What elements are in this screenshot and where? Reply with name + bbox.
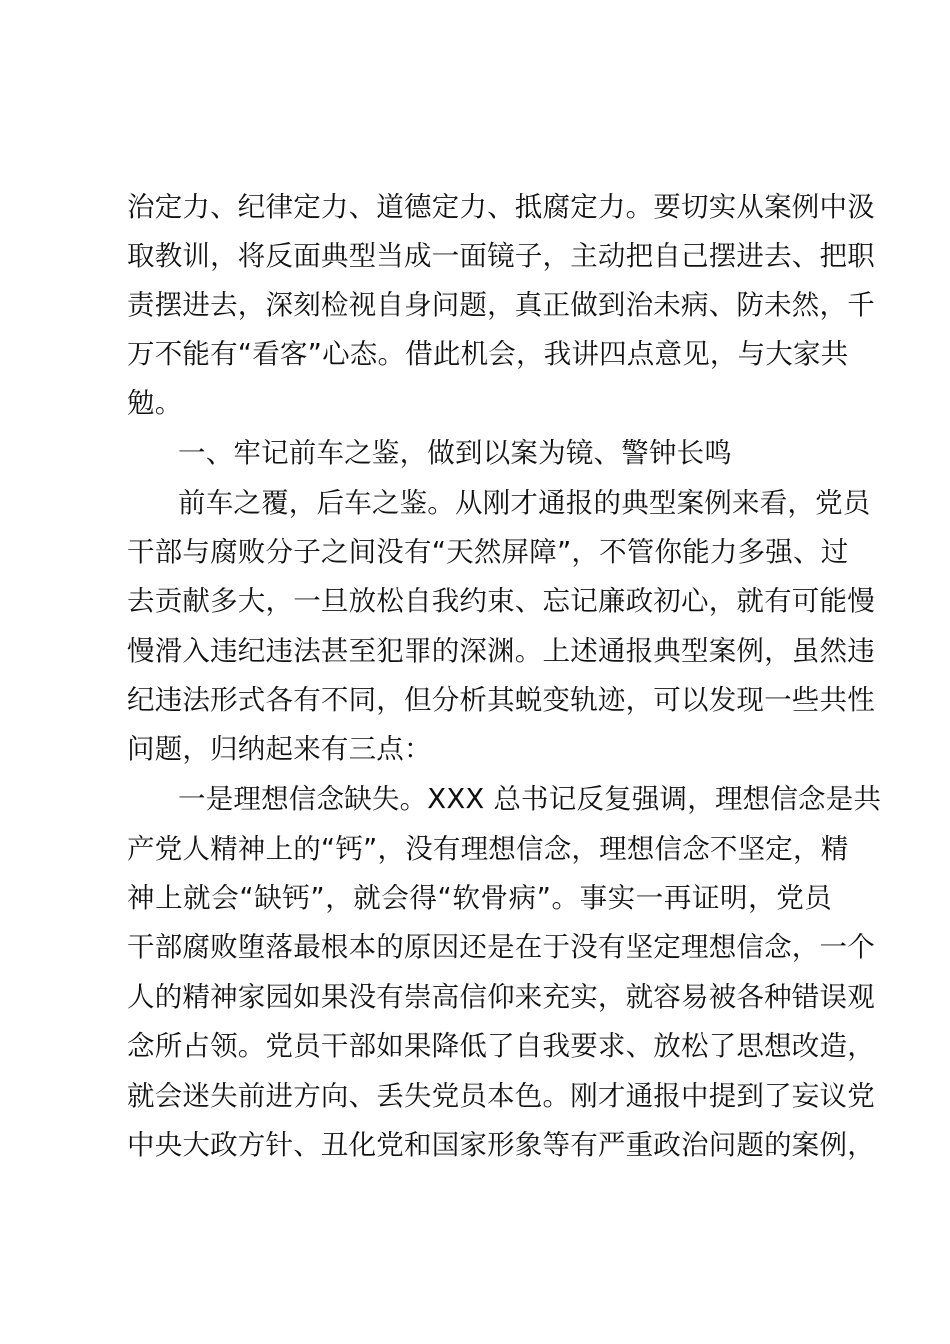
paragraph-line: 干部与腐败分子之间没有“天然屏障”，不管你能力多强、过 [127,536,849,568]
paragraph-line: 干部腐败堕落最根本的原因还是在于没有坚定理想信念，一个 [127,931,875,963]
paragraph-line: 慢滑入违纪违法甚至犯罪的深渊。上述通报典型案例，虽然违 [127,635,875,667]
section-heading: 一、牢记前车之鉴，做到以案为镜、警钟长鸣 [178,437,732,469]
paragraph-line: 纪违法形式各有不同，但分析其蜕变轨迹，可以发现一些共性 [127,684,875,716]
paragraph-line: 念所占领。党员干部如果降低了自我要求、放松了思想改造， [127,1030,875,1062]
paragraph-line: 中央大政方针、丑化党和国家形象等有严重政治问题的案例， [127,1129,875,1161]
paragraph-line: 问题，归纳起来有三点： [127,733,432,765]
paragraph-line: 产党人精神上的“钙”，没有理想信念，理想信念不坚定，精 [127,833,849,865]
paragraph-line: 勉。 [127,387,183,419]
paragraph-line: 前车之覆，后车之鉴。从刚才通报的典型案例来看，党员 [178,487,871,519]
paragraph-line: 神上就会“缺钙”，就会得“软骨病”。事实一再证明，党员 [127,882,832,914]
paragraph-line: 一是理想信念缺失。XXX 总书记反复强调，理想信念是共 [178,783,882,815]
paragraph-line: 去贡献多大，一旦放松自我约束、忘记廉政初心，就有可能慢 [127,585,875,617]
paragraph-line: 就会迷失前进方向、丢失党员本色。刚才通报中提到了妄议党 [127,1080,875,1112]
paragraph-line: 万不能有“看客”心态。借此机会，我讲四点意见，与大家共 [127,338,849,370]
paragraph-line: 责摆进去，深刻检视自身问题，真正做到治未病、防未然，千 [127,289,875,321]
paragraph-line: 人的精神家园如果没有崇高信仰来充实，就容易被各种错误观 [127,981,875,1013]
paragraph-line: 治定力、纪律定力、道德定力、抵腐定力。要切实从案例中汲 [127,191,875,223]
paragraph-line: 取教训，将反面典型当成一面镜子，主动把自己摆进去、把职 [127,240,875,272]
